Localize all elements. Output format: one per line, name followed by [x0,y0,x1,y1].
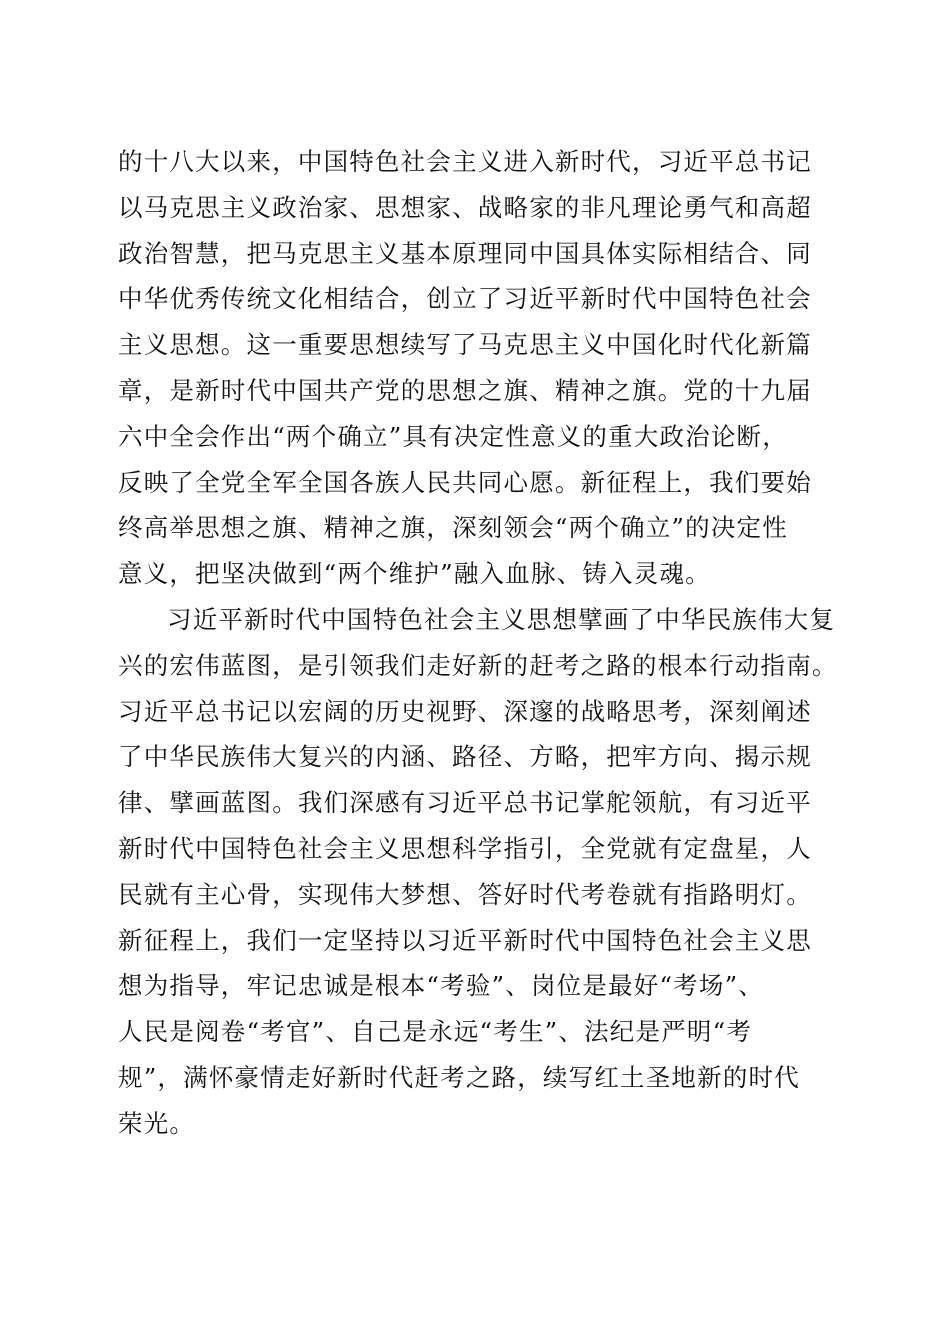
text-line: 人民是阅卷“考官”、自己是永远“考生”、法纪是严明“考 [118,1017,753,1047]
text-line: 六中全会作出“两个确立”具有决定性意义的重大政治论断， [118,421,788,451]
text-line: 民就有主心骨，实现伟大梦想、答好时代考卷就有指路明灯。 [118,879,812,909]
text-line: 新时代中国特色社会主义思想科学指引，全党就有定盘星，人 [118,833,812,863]
text-line: 主义思想。这一重要思想续写了马克思主义中国化时代化新篇 [118,330,812,360]
text-line: 反映了全党全军全国各族人民共同心愿。新征程上，我们要始 [118,467,812,497]
text-line: 新征程上，我们一定坚持以习近平新时代中国特色社会主义思 [118,925,812,955]
text-line: 规”，满怀豪情走好新时代赶考之路，续写红土圣地新的时代 [118,1062,800,1092]
text-line: 章，是新时代中国共产党的思想之旗、精神之旗。党的十九届 [118,375,812,405]
text-line: 意义，把坚决做到“两个维护”融入血脉、铸入灵魂。 [118,559,711,589]
text-line: 想为指导，牢记忠诚是根本“考验”、岗位是最好“考场”、 [118,971,764,1001]
text-line: 荣光。 [118,1108,196,1138]
text-line: 习近平新时代中国特色社会主义思想擘画了中华民族伟大复 [167,604,836,634]
text-line: 律、擘画蓝图。我们深感有习近平总书记掌舵领航，有习近平 [118,788,812,818]
paragraph-1 [118,139,838,597]
text-line: 的十八大以来，中国特色社会主义进入新时代，习近平总书记 [118,147,812,176]
document-body [118,139,838,1147]
text-line: 兴的宏伟蓝图，是引领我们走好新的赶考之路的根本行动指南。 [118,650,838,680]
text-line: 习近平总书记以宏阔的历史视野、深邃的战略思考，深刻阐述 [118,696,812,726]
text-line: 政治智慧，把马克思主义基本原理同中国具体实际相结合、同 [118,238,812,268]
text-line: 中华优秀传统文化相结合，创立了习近平新时代中国特色社会 [118,284,812,314]
text-line: 了中华民族伟大复兴的内涵、路径、方略，把牢方向、揭示规 [118,742,812,772]
paragraph-2 [118,597,838,1147]
text-line: 以马克思主义政治家、思想家、战略家的非凡理论勇气和高超 [118,192,812,222]
text-line: 终高举思想之旗、精神之旗，深刻领会“两个确立”的决定性 [118,513,788,543]
